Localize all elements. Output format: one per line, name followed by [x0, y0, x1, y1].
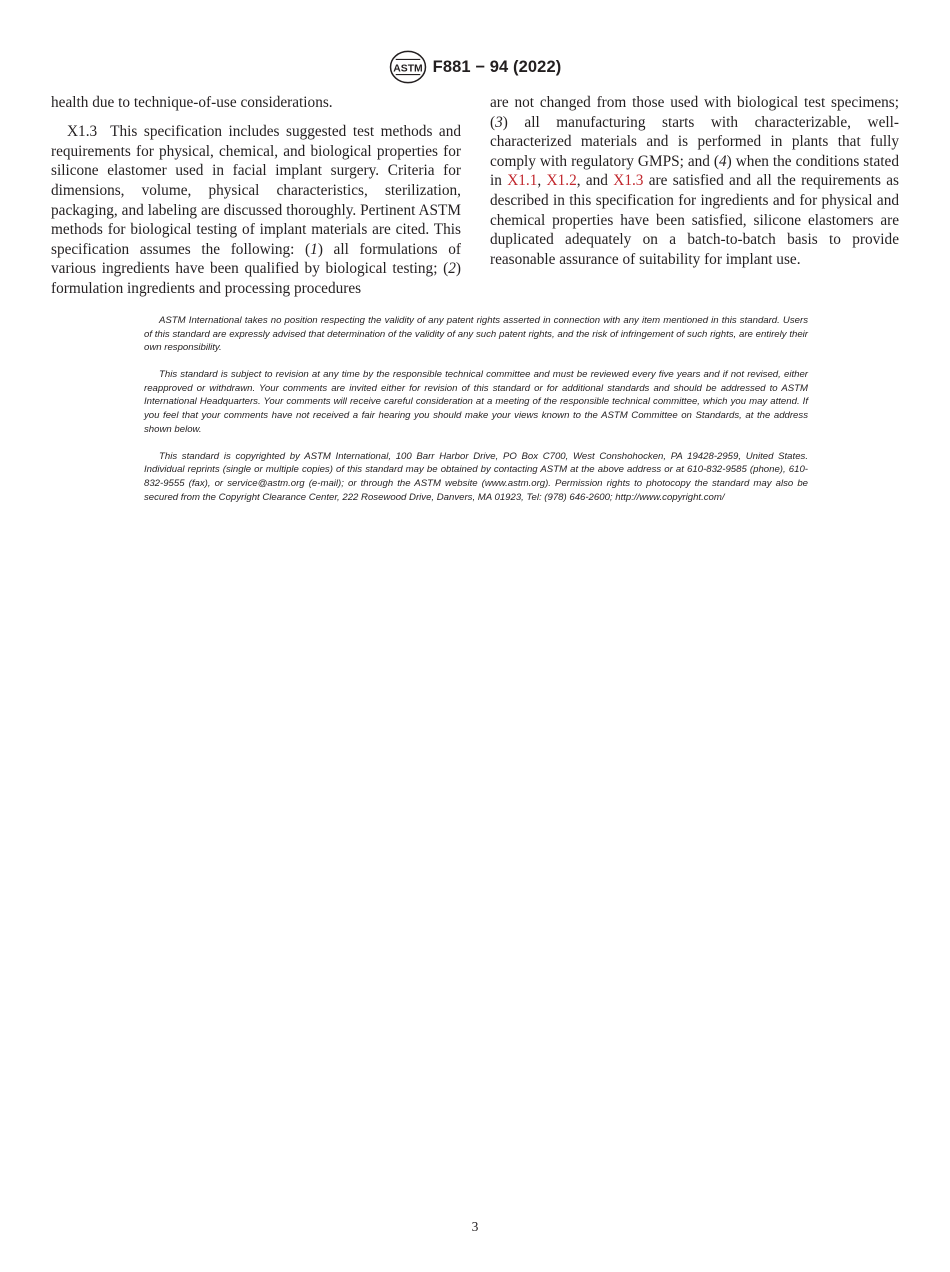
section-x1-3-paragraph: [51, 122, 461, 298]
list-marker-2: 2: [448, 260, 456, 278]
revision-notice: This standard is subject to revision at any time by the responsible technical committee and must be reviewed every five years and if not revised, either reapproved or withdrawn. Your comments are invited either for revision of this standard or for additional standards and should be addressed to ASTM International Headquarters. Your comments will receive careful consideration at a meeting of the responsible technical committee, which you may attend. If you feel that your comments have not received a fair hearing you should make your views known to the ASTM Committee on Standards, at the address shown below.: [144, 369, 808, 435]
left-column: [51, 93, 461, 299]
patent-notice: ASTM International takes no position respecting the validity of any patent rights asserted in connection with any item mentioned in this standard. Users of this standard are expressly advised that determination of the validity of any such patent rights, and the risk of infringement of such rights, are entirely their own responsibility.: [144, 315, 808, 354]
svg-text:ASTM: ASTM: [392, 63, 423, 75]
page-number: 3: [471, 1219, 479, 1234]
paragraph-text: This specification includes suggested test methods and requirements for physical, chemical, and biological properties for silicone elastomer used in facial implant surgery. Criteria for dimensions, volume, physical characteristics, sterilization, packaging, and labeling are discussed thoroughly. Pertinent ASTM methods for biological testing of implant materials are cited. This specification assumes the following: (: [51, 123, 461, 258]
paragraph-text: are satisfied and all the requirements as described in this specification for ingredients and for physical and chemical properties have been satisfied, silicone elastomers are duplicated adequately on a batch-to-batch basis to provide reasonable assurance of suitability for implant use.: [490, 172, 899, 268]
page-header: [0, 50, 950, 84]
continuation-text: health due to technique-of-use considerations.: [51, 94, 333, 111]
paragraph-text: are not changed from those used with biological test specimens; (: [490, 94, 899, 131]
copyright-notice: This standard is copyrighted by ASTM International, 100 Barr Harbor Drive, PO Box C700, West Conshohocken, PA 19428-2959, United States. Individual reprints (single or multiple copies) of this standard may be obtained by contacting ASTM at the above address or at 610-832-9585 (phone), 610-832-9555 (fax), or service@astm.org (e-mail); or through the ASTM website (www.astm.org). Permission rights to photocopy the standard may also be secured from the Copyright Clearance Center, 222 Rosewood Drive, Danvers, MA 01923, Tel: (978) 646-2600; http://www.copyright.com/: [144, 450, 808, 503]
list-marker-1: 1: [310, 240, 318, 258]
separator: , and: [576, 172, 614, 190]
legal-notices: [144, 314, 808, 518]
paragraph-text: ) all formulations of various ingredients have been qualified by biological testing; (: [51, 240, 461, 278]
xref-link-x1-2[interactable]: X1.2: [546, 172, 577, 190]
paragraph-text: ) when the conditions stated in: [490, 152, 899, 190]
list-marker-3: 3: [495, 113, 503, 131]
right-column-paragraph: [490, 93, 899, 269]
standard-designation: F881 − 94 (2022): [432, 57, 562, 76]
paragraph-text: ) formulation ingredients and processing procedures: [51, 260, 461, 297]
xref-link-x1-3[interactable]: X1.3: [613, 172, 644, 190]
separator: ,: [537, 172, 547, 190]
right-column: [490, 93, 899, 269]
paragraph-text: ) all manufacturing starts with characterizable, well-characterized materials and is performed in plants that fully comply with regulatory GMPS; and (: [490, 113, 899, 170]
xref-link-x1-1[interactable]: X1.1: [507, 172, 538, 190]
astm-logo-icon: [389, 50, 427, 84]
list-marker-4: 4: [719, 152, 727, 170]
section-label: X1.3: [67, 123, 98, 141]
